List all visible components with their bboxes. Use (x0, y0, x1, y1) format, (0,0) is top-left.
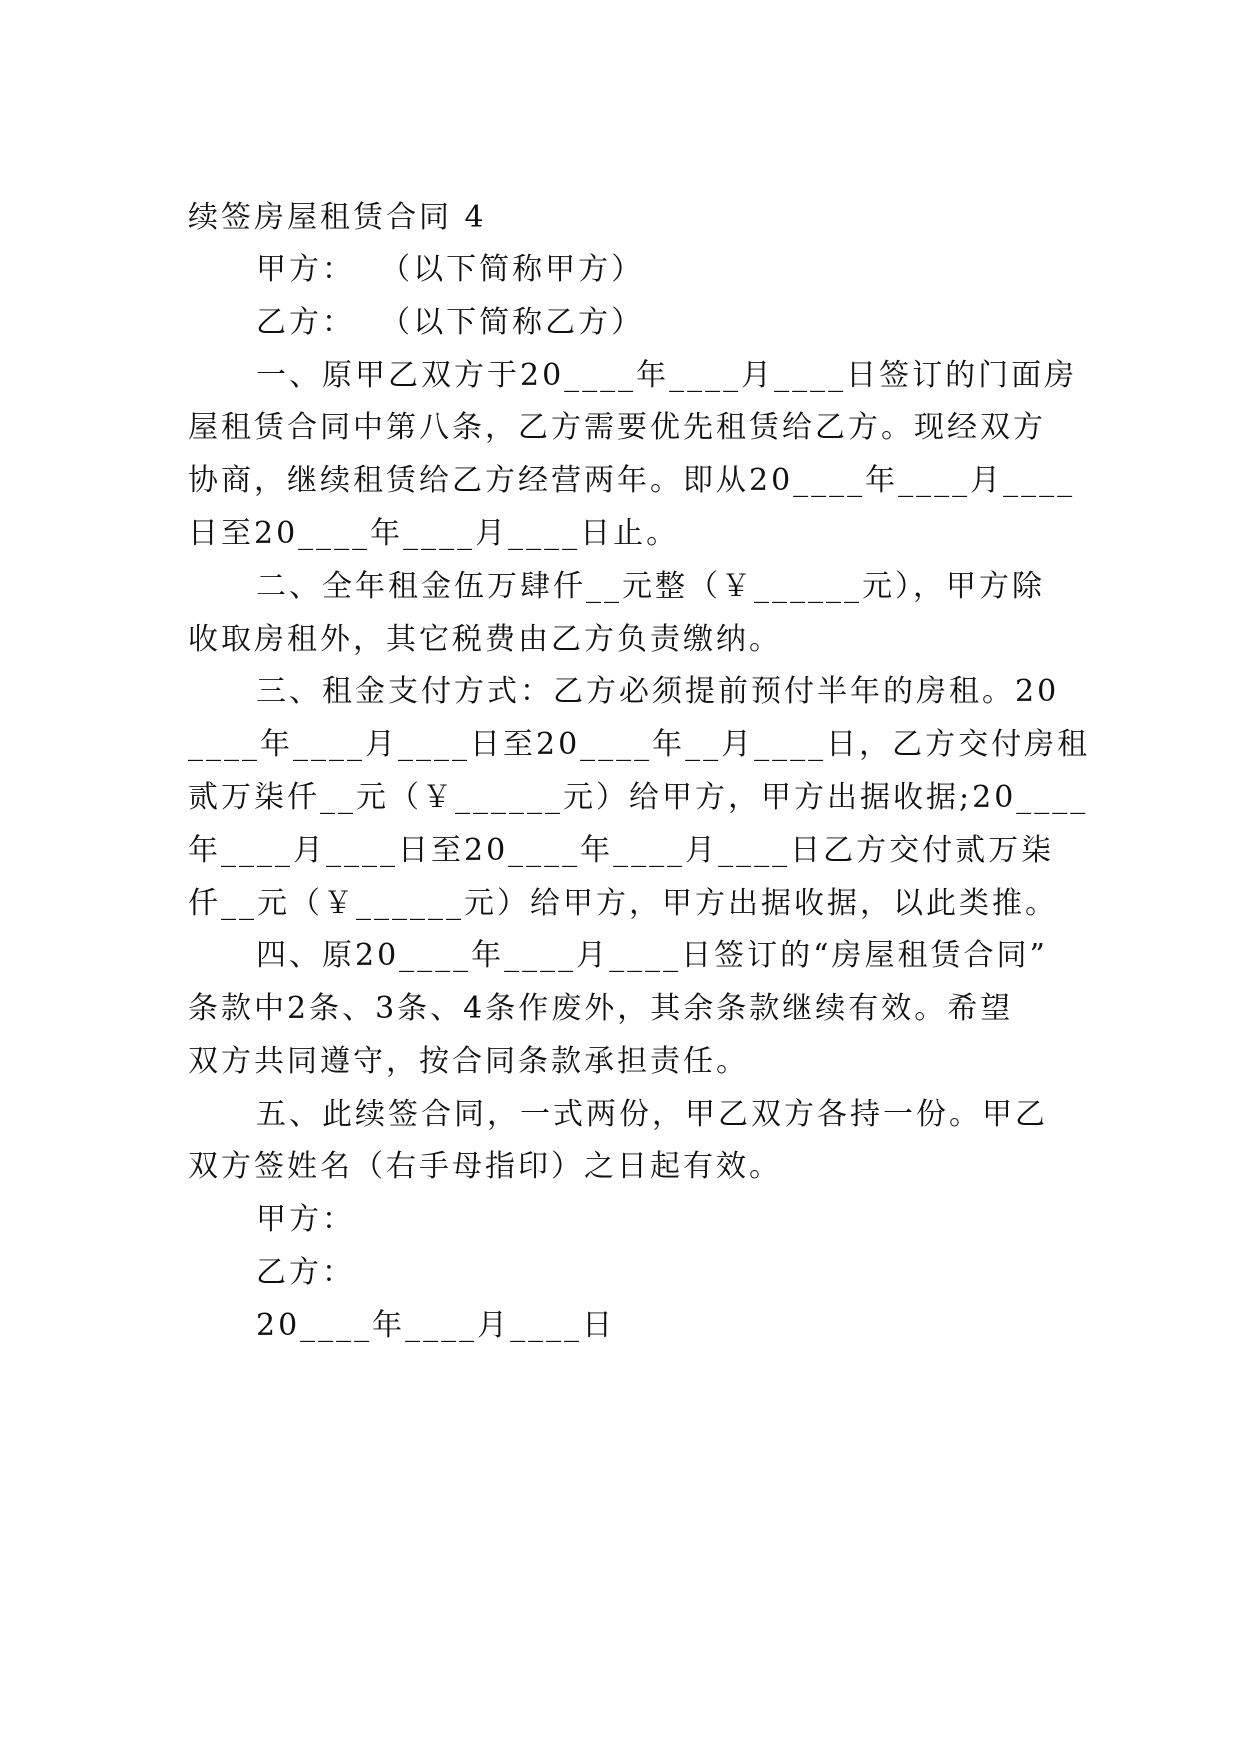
clause-2-line-1: 二、全年租金伍万肆仟__元整（￥______元），甲方除 (256, 569, 1045, 604)
clause-1-line-1: 一、原甲乙双方于20____年____月____日签订的门面房 (256, 358, 1078, 393)
clause-5-line-2: 双方签姓名（右手母指印）之日起有效。 (188, 1149, 782, 1184)
clause-4-line-3: 双方共同遵守，按合同条款承担责任。 (188, 1044, 749, 1079)
clause-1-line-2: 屋租赁合同中第八条，乙方需要优先租赁给乙方。现经双方 (188, 410, 1046, 445)
signature-date: 20____年____月____日 (256, 1308, 616, 1343)
clause-2-line-2: 收取房租外，其它税费由乙方负责缴纳。 (188, 622, 782, 657)
party-a-line: 甲方： （以下简称甲方） (256, 252, 645, 287)
signature-party-b: 乙方： (256, 1255, 355, 1290)
party-b-line: 乙方： （以下简称乙方） (256, 305, 645, 340)
clause-4-line-1: 四、原20____年____月____日签订的“房屋租赁合同” (256, 938, 1048, 973)
clause-4-line-2: 条款中2条、3条、4条作废外，其余条款继续有效。希望 (188, 991, 1014, 1026)
clause-3-line-3: 贰万柒仟__元（￥______元）给甲方，甲方出据收据;20____ (188, 780, 1089, 815)
document-title: 续签房屋租赁合同 4 (188, 200, 487, 235)
signature-party-a: 甲方： (256, 1202, 355, 1237)
clause-5-line-1: 五、此续签合同，一式两份，甲乙双方各持一份。甲乙 (256, 1097, 1048, 1132)
clause-1-line-4: 日至20____年____月____日止。 (188, 516, 680, 551)
clause-3-line-5: 仟__元（￥______元）给甲方，甲方出据收据，以此类推。 (188, 886, 1058, 921)
clause-1-line-3: 协商，继续租赁给乙方经营两年。即从20____年____月____ (188, 463, 1076, 498)
clause-3-line-4: 年____月____日至20____年____月____日乙方交付贰万柒 (188, 833, 1055, 868)
clause-3-line-1: 三、租金支付方式：乙方必须提前预付半年的房租。20 (256, 674, 1060, 709)
clause-3-line-2: ____年____月____日至20____年__月____日，乙方交付房租 (188, 727, 1091, 762)
